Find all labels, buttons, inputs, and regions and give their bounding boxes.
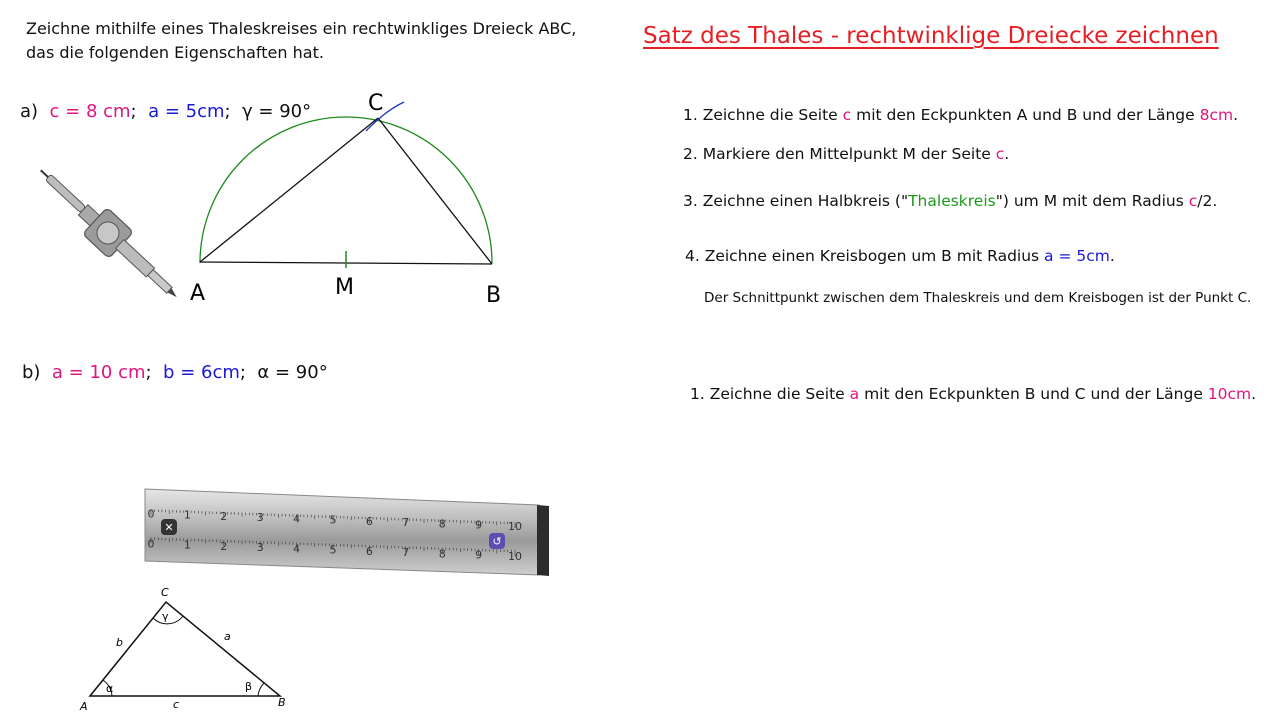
part-b-given: b) a = 10 cm; b = 6cm; α = 90° xyxy=(22,362,328,383)
ruler-number: 8 xyxy=(438,547,446,561)
side-b-label: b xyxy=(116,636,123,649)
part-a-given: a) c = 8 cm; a = 5cm; γ = 90° xyxy=(20,101,312,122)
angle-alpha-label: α xyxy=(106,682,114,695)
angle-gamma-label: γ xyxy=(162,610,169,623)
part-a-label: a) xyxy=(20,101,39,122)
ruler-number: 2 xyxy=(220,509,228,523)
step-b-1: 1. Zeichne die Seite a mit den Eckpunkten B und C und der Länge 10cm. xyxy=(690,385,1257,403)
ruler-number: 10 xyxy=(508,550,522,564)
step-a-1: 1. Zeichne die Seite c mit den Eckpunkten A und B und der Länge 8cm. xyxy=(683,106,1239,124)
point-a-label: A xyxy=(190,281,206,306)
reference-triangle xyxy=(76,582,296,714)
point-b-label: B xyxy=(486,283,502,308)
ref-point-b-label: B xyxy=(278,696,286,709)
ruler-number: 3 xyxy=(256,511,264,525)
compass-illustration[interactable] xyxy=(36,166,181,301)
ruler-number: 5 xyxy=(329,513,337,527)
part-b-alpha: α = 90° xyxy=(257,362,328,383)
point-c-label: C xyxy=(368,91,384,116)
ruler-number: 9 xyxy=(475,548,483,562)
part-a-gamma: γ = 90° xyxy=(242,101,312,122)
ruler-number: 0 xyxy=(147,507,155,521)
ruler-number: 0 xyxy=(147,537,155,551)
step-a-2: 2. Markiere den Mittelpunkt M der Seite c. xyxy=(683,145,1010,163)
page-title: Satz des Thales - rechtwinklige Dreiecke zeichnen xyxy=(643,23,1219,49)
ref-point-a-label: A xyxy=(80,700,88,713)
side-a xyxy=(378,118,492,264)
ruler-number: 4 xyxy=(293,542,301,556)
close-icon[interactable]: ✕ xyxy=(161,519,177,535)
ruler-number: 9 xyxy=(475,518,483,532)
ruler-number: 5 xyxy=(329,543,337,557)
ruler-number: 2 xyxy=(220,539,228,553)
side-b xyxy=(200,118,378,262)
ruler-number: 4 xyxy=(293,512,301,526)
side-a-label: a xyxy=(224,630,231,643)
ruler-number: 7 xyxy=(402,516,410,530)
part-b-a: a = 10 cm xyxy=(51,362,146,383)
ruler-number: 7 xyxy=(402,546,410,560)
ref-point-c-label: C xyxy=(161,586,169,599)
task-line-1: Zeichne mithilfe eines Thaleskreises ein rechtwinkliges Dreieck ABC, xyxy=(26,19,577,38)
part-b-label: b) xyxy=(22,362,41,383)
part-a-c: c = 8 cm xyxy=(49,101,131,122)
side-c-label: c xyxy=(173,698,180,711)
ruler-number: 8 xyxy=(438,517,446,531)
part-b-b: b = 6cm xyxy=(163,362,240,383)
rotate-icon[interactable]: ↺ xyxy=(489,533,505,549)
ruler-number: 10 xyxy=(508,520,522,534)
ruler-number: 1 xyxy=(183,538,191,552)
step-a-3: 3. Zeichne einen Halbkreis ("Thaleskreis") um M mit dem Radius c/2. xyxy=(683,192,1218,210)
ruler-number: 3 xyxy=(256,541,264,555)
point-m-label: M xyxy=(335,275,354,300)
step-a-note: Der Schnittpunkt zwischen dem Thaleskreis und dem Kreisbogen ist der Punkt C. xyxy=(704,290,1252,306)
ruler-number: 1 xyxy=(183,508,191,522)
angle-beta-label: β xyxy=(245,680,253,693)
task-line-2: das die folgenden Eigenschaften hat. xyxy=(26,43,324,62)
step-a-4: 4. Zeichne einen Kreisbogen um B mit Radius a = 5cm. xyxy=(685,247,1115,265)
task-instructions xyxy=(26,17,606,65)
thaleskreis-arc xyxy=(200,117,492,263)
ruler[interactable] xyxy=(143,487,551,580)
ruler-number: 6 xyxy=(365,544,373,558)
part-a-a: a = 5cm xyxy=(148,101,225,122)
ruler-number: 6 xyxy=(365,514,373,528)
thales-construction xyxy=(180,85,520,310)
